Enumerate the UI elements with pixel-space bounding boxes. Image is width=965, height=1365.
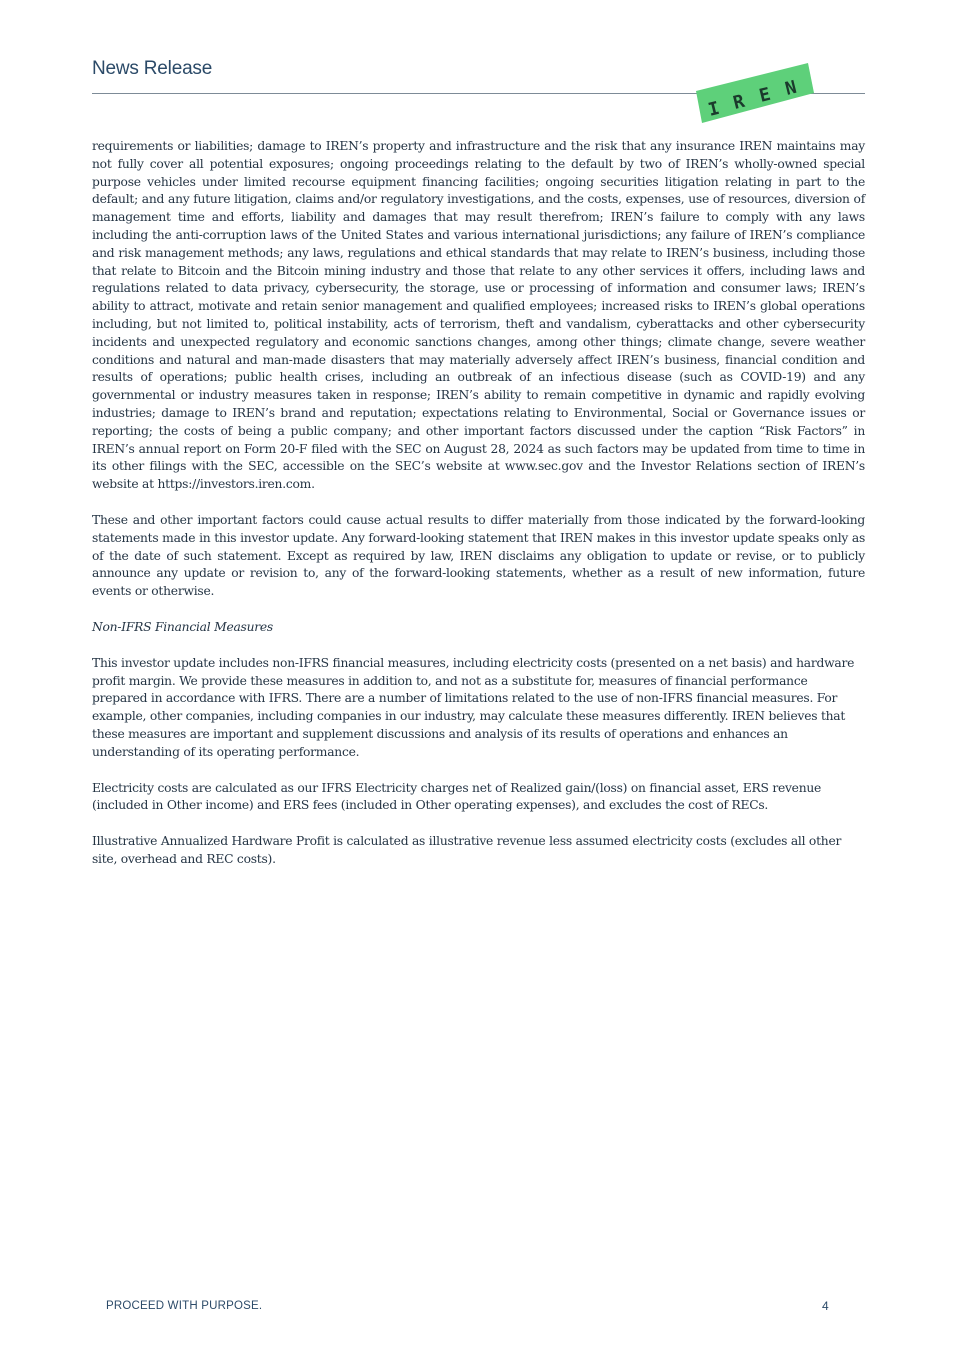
electricity-costs-paragraph: Electricity costs are calculated as our IFRS Electricity charges net of Realized gain/(loss) on financial asset, ERS revenue (included in Other income) and ERS fees (included in Other operating expenses), and excludes the cost of RECs. [92,780,822,813]
body-content [92,138,865,887]
non-ifrs-heading: Non-IFRS Financial Measures [92,619,273,634]
forward-looking-paragraph: These and other important factors could cause actual results to differ materially from those indicated by the forward-looking statements made in this investor update. Any forward-looking statement that IREN makes in this investor update speaks only as of the date of such statement. Except as required by law, IREN disclaims any obligation to update or revise, or to publicly announce any update or revision to, any of the forward-looking statements, whether as a result of new information, future events or otherwise. [92,512,865,599]
iren-logo [696,63,814,125]
non-ifrs-intro-paragraph: This investor update includes non-IFRS financial measures, including electricity costs (presented on a net basis) and hardware profit margin. We provide these measures in addition to, and not as a substitute for, measures of financial performance prepared in accordance with IFRS. There are a number of limitations related to the use of non-IFRS financial measures. For example, other companies, including companies in our industry, may calculate these measures differently. IREN believes that these measures are important and supplement discussions and analysis of its results of operations and enhances an understanding of its operating performance. [92,655,855,759]
logo-letter-e: E [757,83,773,107]
risk-factors-paragraph: requirements or liabilities; damage to IREN’s property and infrastructure and the risk that any insurance IREN maintains may not fully cover all potential exposures; ongoing proceedings relating to the default by two of IREN’s wholly-owned special purpose vehicles under limited recourse equipment financing facilities; ongoing securities litigation relating in part to the default; and any future litigation, claims and/or regulatory investigations, and the costs, expenses, use of resources, diversion of management time and efforts, liability and damages that may result therefrom; IREN’s failure to comply with any laws including the anti-corruption laws of the United States and various international jurisdictions; any failure of IREN’s compliance and risk management methods; any laws, regulations and ethical standards that may relate to IREN’s business, including those that relate to Bitcoin and the Bitcoin mining industry and those that relate to any other services it offers, including laws and regulations related to data privacy, cybersecurity, the storage, use or processing of information and consumer laws; IREN’s ability to attract, motivate and retain senior management and qualified employees; increased risks to IREN’s global operations including, but not limited to, political instability, acts of terrorism, theft and vandalism, cyberattacks and other cybersecurity incidents and unexpected regulatory and economic sanctions changes, among other things; climate change, severe weather conditions and natural and man-made disasters that may materially adversely affect IREN’s business, financial condition and results of operations; public health crises, including an outbreak of an infectious disease (such as COVID-19) and any governmental or industry measures taken in response; IREN’s ability to remain competitive in dynamic and rapidly evolving industries; damage to IREN’s brand and reputation; expectations relating to Environmental, Social or Governance issues or reporting; the costs of being a public company; and other important factors discussed under the caption “Risk Factors” in IREN’s annual report on Form 20-F filed with the SEC on August 28, 2024 as such factors may be updated from time to time in its other filings with the SEC, accessible on the SEC’s website at www.sec.gov and the Investor Relations section of IREN’s website at https://investors.iren.com. [92,139,865,492]
logo-letter-i: I [706,97,722,121]
page-number: 4 [822,1299,829,1313]
logo-letter-n: N [783,76,799,100]
logo-letter-r: R [731,90,747,114]
footer-tagline: PROCEED WITH PURPOSE. [106,1300,263,1312]
page-header-title: News Release [92,58,213,79]
hardware-profit-paragraph: Illustrative Annualized Hardware Profit is calculated as illustrative revenue less assumed electricity costs (excludes all other site, overhead and REC costs). [92,834,842,866]
